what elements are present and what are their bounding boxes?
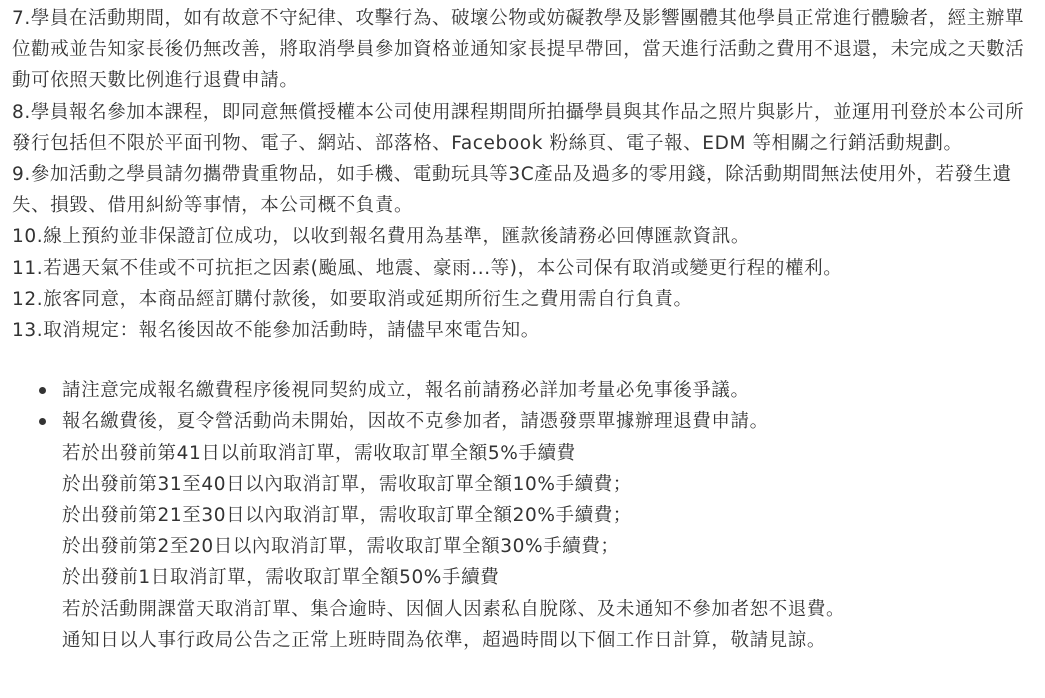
bullet-icon	[39, 418, 46, 425]
rule-8: 8.學員報名參加本課程，即同意無償授權本公司使用課程期間所拍攝學員與其作品之照片與影片，並運用刊登於本公司所發行包括但不限於平面刊物、電子、網站、部落格、Facebook 粉絲頁、電子報、EDM 等相關之行銷活動規劃。	[12, 101, 1025, 154]
fee-line-1-day: 於出發前1日取消訂單，需收取訂單全額50%手續費	[62, 567, 500, 589]
bullet-text: 請注意完成報名繳費程序後視同契約成立，報名前請務必詳加考量必免事後爭議。	[62, 380, 750, 402]
bullet-text: 報名繳費後，夏令營活動尚未開始，因故不克參加者，請憑發票單據辦理退費申請。	[62, 411, 769, 433]
rule-7: 7.學員在活動期間，如有故意不守紀律、攻擊行為、破壞公物或妨礙教學及影響團體其他學員正常進行體驗者，經主辦單位勸戒並告知家長後仍無改善，將取消學員參加資格並通知家長提早帶回，當天進行活動之費用不退還，未完成之天數活動可依照天數比例進行退費申請。	[12, 8, 1025, 92]
fee-line-21-30-days: 於出發前第21至30日以內取消訂單，需收取訂單全額20%手續費；	[62, 505, 632, 527]
bullet-icon	[39, 387, 46, 394]
fee-line-41-days: 若於出發前第41日以前取消訂單，需收取訂單全額5%手續費	[62, 442, 576, 464]
rule-13: 13.取消規定：報名後因故不能參加活動時，請儘早來電告知。	[12, 320, 540, 342]
fee-line-no-refund: 若於活動開課當天取消訂單、集合逾時、因個人因素私自脫隊、及未通知不參加者恕不退費。	[62, 598, 846, 620]
fee-line-2-20-days: 於出發前第2至20日以內取消訂單，需收取訂單全額30%手續費；	[62, 536, 620, 558]
rule-11: 11.若遇天氣不佳或不可抗拒之因素(颱風、地震、豪雨...等)，本公司保有取消或變更行程的權利。	[12, 257, 843, 279]
rule-10: 10.線上預約並非保證訂位成功，以收到報名費用為基準，匯款後請務必回傳匯款資訊。	[12, 226, 750, 248]
bullet-item-contract	[12, 375, 1038, 406]
cancellation-bullet-list	[12, 375, 1038, 656]
fee-line-31-40-days: 於出發前第31至40日以內取消訂單，需收取訂單全額10%手續費；	[62, 473, 632, 495]
rule-9: 9.參加活動之學員請勿攜帶貴重物品，如手機、電動玩具等3C產品及過多的零用錢，除活動期間無法使用外，若發生遺失、損毀、借用糾紛等事情，本公司概不負責。	[12, 164, 1012, 217]
rule-12: 12.旅客同意，本商品經訂購付款後，如要取消或延期所衍生之費用需自行負責。	[12, 288, 693, 310]
fee-line-notice-hours: 通知日以人事行政局公告之正常上班時間為依準，超過時間以下個工作日計算，敬請見諒。	[62, 629, 827, 651]
section-spacer	[12, 346, 1038, 375]
bullet-item-refund	[12, 406, 1038, 656]
terms-document	[12, 0, 1038, 656]
